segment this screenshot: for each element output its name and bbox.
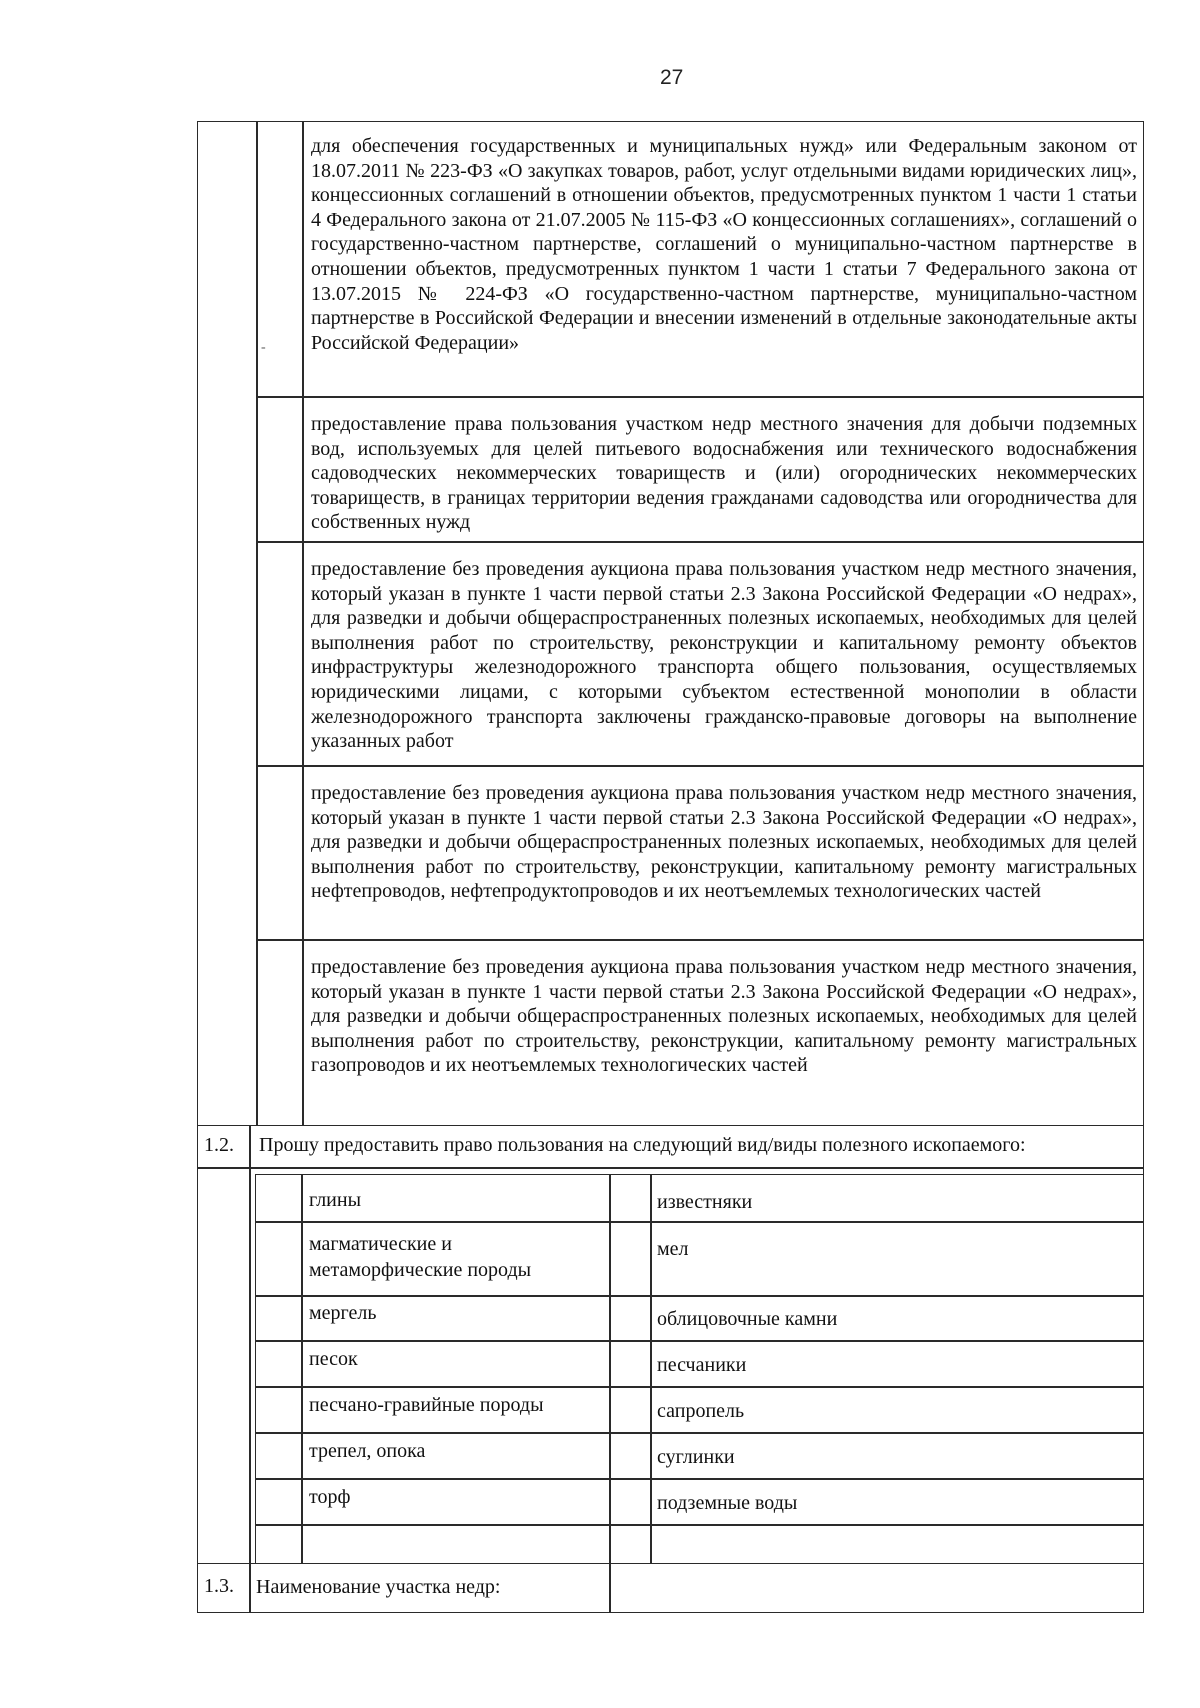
row-divider <box>255 1432 1144 1434</box>
subsoil-plot-name-field[interactable] <box>611 1565 1142 1611</box>
mineral-checkbox-sapropel[interactable] <box>610 1387 650 1432</box>
row-divider <box>256 541 1144 543</box>
mineral-label: подземные воды <box>657 1492 798 1514</box>
mineral-label: песчано-гравийные породы <box>309 1394 544 1416</box>
table-row-text: предоставление без проведения аукциона права пользования участком недр местного значения, который указан в пункте 1 части первой статьи 2.3 Закона Российской Федерации «О недрах», для разведки и добычи общераспространенных полезных ископаемых, необходимых для целей выполнения работ по строительству, реконструкции, капитальному ремонту магистральных газопроводов и их неотъемлемых технологических частей <box>311 956 1137 1077</box>
mineral-checkbox-sand-gravel[interactable] <box>256 1387 301 1432</box>
mineral-label: суглинки <box>657 1446 735 1468</box>
mineral-label: глины <box>309 1189 362 1211</box>
table-row-text: предоставление без проведения аукциона права пользования участком недр местного значения, который указан в пункте 1 части первой статьи 2.3 Закона Российской Федерации «О недрах», для разведки и добычи общераспространенных полезных ископаемых, необходимых для целей выполнения работ по строительству, реконструкции и капитальному ремонту объектов инфраструктуры железнодорожного транспорта общего пользования, осуществляемых юридическими лицами, с которыми субъектом естественной монополии в области железнодорожного транспорта заключены гражданско-правовые договоры на выполнение указанных работ <box>311 558 1137 753</box>
mineral-checkbox-igneous-rocks[interactable] <box>256 1222 301 1295</box>
row-divider <box>197 1167 1144 1169</box>
mineral-label: торф <box>309 1486 351 1508</box>
mineral-label: известняки <box>657 1191 753 1213</box>
section-title: Наименование участка недр: <box>256 1576 501 1598</box>
row-divider <box>255 1386 1144 1388</box>
row-divider <box>255 1340 1144 1342</box>
mineral-checkbox-limestone[interactable] <box>610 1175 650 1221</box>
section-title: Прошу предоставить право пользования на следующий вид/виды полезного ископаемого: <box>259 1134 1026 1156</box>
section-number: 1.2. <box>204 1134 234 1156</box>
row-divider <box>256 396 1144 398</box>
mineral-checkbox-peat[interactable] <box>256 1479 301 1524</box>
mineral-checkbox-tripoli[interactable] <box>256 1433 301 1478</box>
page-number: 27 <box>660 66 684 89</box>
row-divider <box>255 1221 1144 1223</box>
mineral-checkbox-clay[interactable] <box>256 1175 301 1221</box>
mineral-checkbox-sand[interactable] <box>256 1341 301 1386</box>
mineral-label: трепел, опока <box>309 1440 426 1462</box>
mineral-label: мергель <box>309 1302 377 1324</box>
row-divider <box>256 765 1144 767</box>
mineral-checkbox-chalk[interactable] <box>610 1222 650 1295</box>
column-divider <box>249 1563 251 1613</box>
mineral-checkbox-sandstone[interactable] <box>610 1341 650 1386</box>
column-divider <box>249 1125 251 1564</box>
mineral-checkbox-facing-stone[interactable] <box>610 1296 650 1340</box>
table-row-text: предоставление без проведения аукциона права пользования участком недр местного значения, который указан в пункте 1 части первой статьи 2.3 Закона Российской Федерации «О недрах», для разведки и добычи общераспространенных полезных ископаемых, необходимых для целей выполнения работ по строительству, реконструкции, капитальному ремонту магистральных нефтепроводов, нефтепродуктопроводов и их неотъемлемых технологических частей <box>311 782 1137 903</box>
section-number: 1.3. <box>204 1575 234 1597</box>
mineral-checkbox-groundwater[interactable] <box>610 1479 650 1524</box>
table-row-text: предоставление права пользования участком недр местного значения для добычи подземных вод, используемых для целей питьевого водоснабжения или технического водоснабжения садоводческих некоммерческих товариществ и (или) огороднических некоммерческих товариществ, в границах территории ведения гражданами садоводства или огородничества для собственных нужд <box>311 413 1137 534</box>
table-row-text: для обеспечения государственных и муниципальных нужд» или Федеральным законом от 18.07.2011 № 223-ФЗ «О закупках товаров, работ, услуг отдельными видами юридических лиц», концессионных соглашений в отношении объектов, предусмотренных пунктом 1 части 1 статьи 4 Федерального закона от 21.07.2005 № 115-ФЗ «О концессионных соглашениях», соглашений о государственно-частном партнерстве, соглашений о муниципально-частном партнерстве в отношении объектов, предусмотренных пунктом 1 части 1 статьи 7 Федерального закона от 13.07.2015 № 224-ФЗ «О государственно-частном партнерстве, муниципально-частном партнерстве в Российской Федерации и внесении изменений в отдельные законодательные акты Российской Федерации» <box>311 135 1137 354</box>
mineral-checkbox-marl[interactable] <box>256 1296 301 1340</box>
row-divider <box>255 1524 1144 1526</box>
row-divider <box>256 939 1144 941</box>
mineral-checkbox-loam[interactable] <box>610 1433 650 1478</box>
row-divider <box>255 1478 1144 1480</box>
column-divider <box>301 1174 303 1564</box>
column-divider <box>650 1174 652 1564</box>
mineral-label: песок <box>309 1348 358 1370</box>
column-divider <box>302 121 304 1126</box>
mineral-label: облицовочные камни <box>657 1308 838 1330</box>
mineral-label: песчаники <box>657 1354 747 1376</box>
row-divider <box>255 1295 1144 1297</box>
column-divider <box>256 121 258 1126</box>
mineral-label: мел <box>657 1238 689 1260</box>
mineral-label: сапропель <box>657 1400 745 1422</box>
mineral-label: магматические и метаморфические породы <box>309 1233 532 1281</box>
scan-mark: - <box>261 340 266 355</box>
